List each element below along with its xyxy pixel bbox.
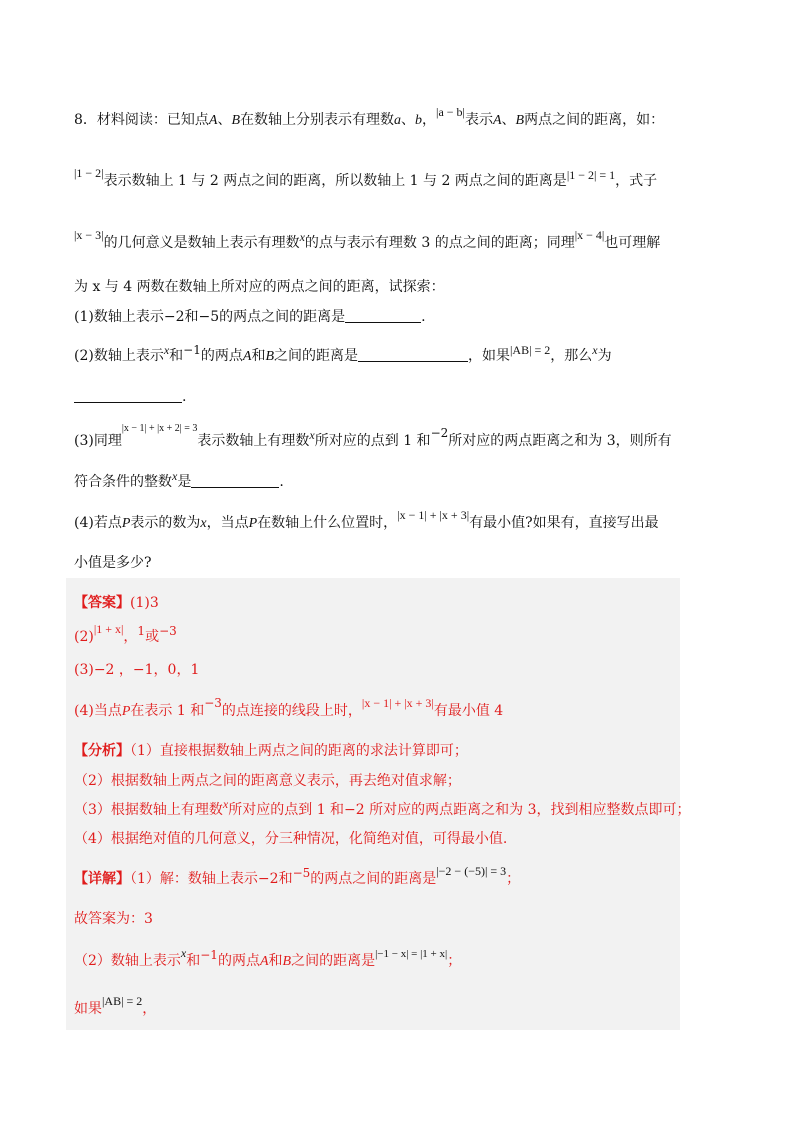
answer-blank[interactable] (74, 388, 182, 403)
variable: x (309, 428, 315, 442)
question-part-1 (74, 308, 426, 326)
formula: |1 + x| (93, 622, 124, 636)
point-label: A (492, 113, 502, 128)
variable: x (172, 469, 178, 483)
point-label: A (242, 349, 252, 364)
point-label: P (248, 516, 258, 531)
text: 符合条件的整数 (74, 474, 172, 490)
text: 、 (501, 112, 516, 128)
number: −2 (163, 309, 185, 325)
text: （1）解：数轴上表示 (130, 871, 258, 887)
answer-blank[interactable] (358, 347, 468, 362)
question-part-3 (74, 423, 672, 452)
point-label: P (121, 516, 131, 531)
text: ； (506, 871, 521, 887)
text: 之间的距离是 (274, 348, 358, 364)
text: 有最小值 4 (433, 703, 504, 719)
formula: |1 − 2| = 1 (566, 168, 616, 182)
number: −3 (159, 624, 177, 638)
text: . (421, 309, 426, 325)
text: （2）根据数轴上两点之间的距离意义表示，再去绝对值求解； (74, 773, 461, 789)
text: (3)同理 (74, 433, 122, 449)
answer-line-3 (74, 661, 199, 679)
text: (4)若点 (74, 515, 122, 531)
question-line-4 (74, 278, 445, 296)
text: 也可理解 (604, 235, 661, 251)
text: 如果 (74, 1001, 102, 1017)
text: 的几何意义是数轴上表示有理数 (103, 235, 300, 251)
text: ，那么 (550, 348, 593, 364)
point-label: B (231, 113, 241, 128)
formula: |−2 − (−5)| = 3 (436, 864, 507, 878)
text: ， (142, 1001, 157, 1017)
point-label: P (121, 704, 131, 719)
text: 和 (184, 309, 199, 325)
number: −1 (183, 343, 201, 357)
text: 两点之间的距离，如： (524, 112, 665, 128)
formula: |x − 1| + |x + 2| = 3 (121, 423, 198, 434)
detail-line-2 (74, 910, 153, 928)
text: 所对应的点到 1 和−2 所对应的两点距离之和为 3，找到相应整数点即可； (228, 802, 691, 818)
question-part-2 (74, 343, 612, 366)
question-part-3-cont (74, 469, 284, 491)
variable: x (299, 230, 305, 244)
text: 的两点 (217, 953, 260, 969)
formula: |a − b| (436, 105, 465, 119)
text: (2) (74, 629, 94, 645)
text: 为 x 与 4 两数在数轴上所对应的两点之间的距离，试探索： (74, 279, 445, 295)
text: 表示数轴上 1 与 2 两点之间的距离，所以数轴上 1 与 2 两点之间的距离是 (103, 173, 567, 189)
text: 之间的距离是 (291, 953, 376, 969)
answer-blank[interactable] (345, 308, 421, 323)
text: （1）直接根据数轴上两点之间的距离的求法计算即可； (130, 743, 468, 759)
text: 的点连接的线段上时， (221, 703, 362, 719)
analysis-line-1 (74, 742, 468, 760)
text: . (279, 474, 284, 490)
variable: a (394, 113, 402, 128)
variable: x (180, 946, 187, 960)
text: ，如果 (468, 348, 510, 364)
detail-tag: 【详解】 (74, 871, 130, 887)
formula: |AB| = 2 (102, 994, 143, 1008)
text: （2）数轴上表示 (74, 953, 181, 969)
formula: |x − 1| + |x + 3| (397, 508, 470, 522)
text: ， (123, 629, 138, 645)
text: (3)−2 ，−1，0，1 (74, 662, 200, 678)
text: 和 (251, 348, 266, 364)
number: −1 (200, 948, 218, 962)
formula: |x − 1| + |x + 3| (361, 696, 434, 710)
point-label: B (282, 954, 292, 969)
analysis-line-4 (74, 830, 507, 848)
text: 的点与表示有理数 3 的点之间的距离；同理 (304, 235, 575, 251)
number: −2 (430, 426, 449, 440)
question-line-2 (74, 166, 658, 190)
text: 和 (268, 953, 283, 969)
question-part-2-cont (74, 388, 186, 406)
text: 在表示 1 和 (130, 703, 205, 719)
point-label: B (515, 113, 525, 128)
text: 的两点 (200, 348, 243, 364)
text: 所对应的两点距离之和为 3，则所有 (448, 433, 672, 449)
text: 在数轴上什么位置时， (257, 515, 398, 531)
number: −5 (292, 866, 311, 880)
text: （4）根据绝对值的几何意义，分三种情况，化简绝对值，可得最小值. (74, 831, 508, 847)
text: 是 (177, 474, 192, 490)
analysis-tag: 【分析】 (74, 743, 130, 759)
formula: |AB| = 2 (510, 343, 551, 357)
point-label: B (265, 349, 274, 364)
question-part-4 (74, 508, 659, 533)
number: −3 (204, 696, 222, 710)
text: (1)3 (130, 595, 159, 611)
text: 故答案为：3 (74, 911, 153, 927)
text: （3）根据数轴上有理数 (74, 802, 223, 818)
answer-line-2 (74, 622, 177, 646)
formula: |x − 4| (574, 228, 605, 242)
variable: b (415, 113, 423, 128)
text: ，式子 (615, 173, 658, 189)
text: 有最小值?如果有，直接写出最 (469, 515, 659, 531)
text: ，当点 (206, 515, 249, 531)
answer-blank[interactable] (191, 473, 279, 488)
text: 、 (401, 112, 416, 128)
point-label: A (259, 954, 269, 969)
text: 或 (145, 629, 160, 645)
analysis-line-2 (74, 772, 461, 790)
text: 所对应的点到 1 和 (314, 433, 431, 449)
answer-line-1 (74, 594, 159, 612)
number: −2 (257, 871, 279, 887)
variable: x (222, 797, 229, 811)
detail-line-4 (74, 994, 157, 1018)
text: 为 (597, 348, 612, 364)
question-line-1 (74, 105, 665, 130)
text: (1)数轴上表示 (74, 309, 164, 325)
point-label: A (208, 113, 218, 128)
formula: |1 − 2| (74, 166, 104, 180)
question-part-4-cont (74, 554, 152, 572)
text: 和 (186, 953, 201, 969)
number: −5 (198, 309, 220, 325)
text: 小值是多少? (74, 555, 152, 571)
detail-line-3 (74, 946, 462, 971)
text: 和 (169, 348, 184, 364)
text: 表示数轴上有理数 (197, 433, 310, 449)
answer-line-4 (74, 696, 504, 721)
variable: x (200, 516, 207, 531)
answer-tag: 【答案】 (74, 595, 130, 611)
text: . (182, 389, 187, 405)
analysis-line-3 (74, 797, 691, 819)
formula: |x − 3| (74, 228, 104, 242)
text: ， (422, 112, 437, 128)
text: ； (447, 953, 462, 969)
variable: x (163, 343, 170, 357)
detail-line-1 (74, 864, 521, 888)
text: 的两点之间的距离是 (310, 871, 437, 887)
text: 和 (278, 871, 293, 887)
text: 、 (217, 112, 232, 128)
formula: |−1 − x| = |1 + x| (375, 948, 448, 960)
text: 表示 (464, 112, 493, 128)
text: 的两点之间的距离是 (219, 309, 346, 325)
text: 表示的数为 (130, 515, 201, 531)
text: 8．材料阅读：已知点 (74, 112, 209, 128)
variable: x (592, 343, 598, 357)
text: (4)当点 (74, 703, 122, 719)
text: (2)数轴上表示 (74, 348, 164, 364)
number: 1 (137, 624, 146, 638)
question-line-3 (74, 228, 661, 252)
text: 在数轴上分别表示有理数 (240, 112, 395, 128)
